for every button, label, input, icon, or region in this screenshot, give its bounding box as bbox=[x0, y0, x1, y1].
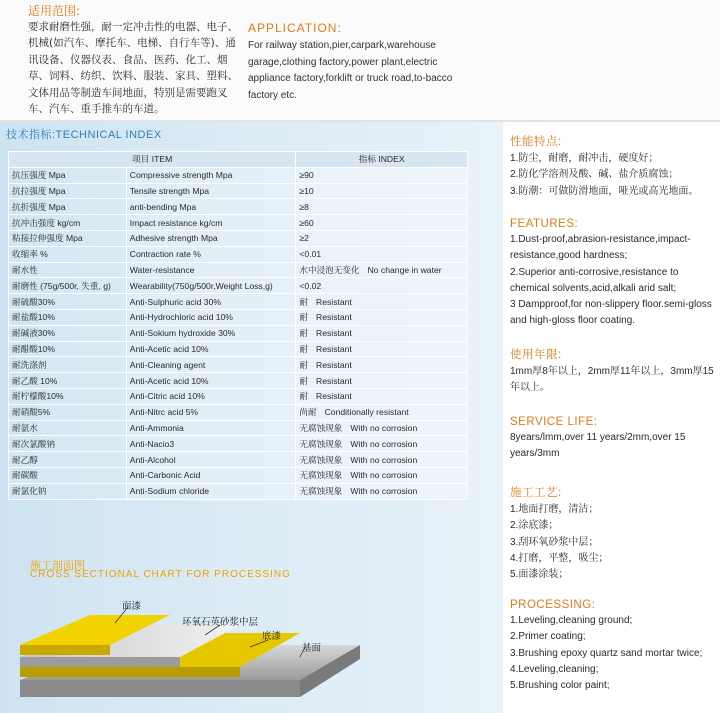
index-en: Resistant bbox=[316, 359, 352, 370]
index-cn: 无腐蚀现象 bbox=[299, 454, 343, 465]
item-en: Wearability(750g/500r,Weight Loss,g) bbox=[126, 278, 296, 294]
index-value bbox=[296, 325, 468, 341]
table-row bbox=[9, 325, 468, 341]
application-body: For railway station,pier,carpark,warehouse garage,clothing factory,power plant,electric appliance factory,forklift or truck road,to-bacco factory etc. bbox=[248, 40, 453, 101]
item-cn: 耐碱液30% bbox=[9, 325, 127, 341]
item-en: Anti-Nitrc acid 5% bbox=[126, 404, 296, 420]
item-en: Impact resistance kg/cm bbox=[126, 215, 296, 231]
technical-index-table bbox=[8, 151, 468, 500]
layer-mortar-front bbox=[20, 657, 180, 667]
item-en: Anti-Sodium chloride bbox=[126, 483, 296, 499]
index-value bbox=[296, 467, 468, 483]
feature-cn-item: 3.防潮：可做防滑地面，哑光或高光地面。 bbox=[510, 185, 699, 197]
item-cn: 耐水性 bbox=[9, 262, 127, 278]
index-en: Resistant bbox=[316, 296, 352, 307]
index-value bbox=[296, 278, 468, 294]
index-cn: 无腐蚀现象 bbox=[299, 470, 343, 481]
table-row bbox=[9, 357, 468, 373]
table-row bbox=[9, 199, 468, 215]
service-life-cn-title: 使用年限: bbox=[510, 349, 562, 361]
table-row bbox=[9, 467, 468, 483]
application-cn-body: 要求耐磨性强，耐一定冲击性的电器、电子、机械(如汽车、摩托车、电梯、自行车等)、通讯设备、仪器仪表、食品、医药、化工、烟草、饲料、纺织、饮料、服装、家具、塑料、文体用品等制造车间地面，特别是需要跑叉车、汽车、重手推车的车道。 bbox=[28, 21, 238, 116]
index-en: Conditionally resistant bbox=[324, 407, 409, 418]
item-cn: 耐乙醇 bbox=[9, 452, 127, 468]
application-title: APPLICATION: bbox=[248, 21, 342, 35]
index-en: No change in water bbox=[367, 264, 442, 275]
index-en: With no corrosion bbox=[350, 470, 418, 481]
item-en: Anti-Carbonic Acid bbox=[126, 467, 296, 483]
table-row bbox=[9, 230, 468, 246]
table-row bbox=[9, 309, 468, 325]
item-en: Anti-Hydrochloric acid 10% bbox=[126, 309, 296, 325]
table-row bbox=[9, 388, 468, 404]
features-cn-section bbox=[510, 133, 720, 200]
layer-base-front bbox=[20, 680, 300, 697]
service-life-cn-body: 1mm厚8年以上，2mm厚11年以上，3mm厚15年以上。 bbox=[510, 366, 714, 394]
item-en: Anti-Acetic acid 10% bbox=[126, 341, 296, 357]
features-list bbox=[510, 232, 720, 330]
process-step: 4.Leveling,cleaning; bbox=[510, 663, 599, 675]
item-cn: 耐次氯酸钠 bbox=[9, 436, 127, 452]
table-body bbox=[9, 167, 468, 499]
process-cn-step: 5.面漆涂装； bbox=[510, 569, 569, 581]
feature-item: 2.Superior anti-corrosive,resistance to chemical solvents,acid,alkali arid salt; bbox=[510, 266, 679, 294]
table-row bbox=[9, 294, 468, 310]
item-cn: 耐磨性 (75g/500r, 失重, g) bbox=[9, 278, 127, 294]
header-index: 指标 INDEX bbox=[296, 152, 468, 168]
table-row bbox=[9, 278, 468, 294]
item-cn: 耐柠檬酸10% bbox=[9, 388, 127, 404]
table-row bbox=[9, 452, 468, 468]
service-life-section bbox=[510, 416, 720, 463]
index-en: With no corrosion bbox=[350, 438, 418, 449]
processing-cn-title: 施工工艺: bbox=[510, 487, 562, 499]
index-cn: 耐 bbox=[299, 328, 308, 339]
process-step: 5.Brushing color paint; bbox=[510, 680, 610, 692]
process-cn-step: 3.刮环氧砂浆中层； bbox=[510, 536, 599, 548]
item-en: Anti-Acetic acid 10% bbox=[126, 373, 296, 389]
index-en: Resistant bbox=[316, 391, 352, 402]
item-cn: 收缩率 % bbox=[9, 246, 127, 262]
index-cn: 尚耐 bbox=[299, 407, 317, 418]
item-en: Anti-Nacio3 bbox=[126, 436, 296, 452]
process-step: 2.Primer coating; bbox=[510, 631, 586, 643]
label-topcoat: 面漆 bbox=[122, 601, 142, 612]
feature-item: 1.Dust-proof,abrasion-resistance,impact-resistance,good hardness; bbox=[510, 234, 691, 262]
index-value bbox=[296, 309, 468, 325]
application-cn-title: 适用范围: bbox=[28, 4, 81, 18]
item-cn: 耐洗涤剂 bbox=[9, 357, 127, 373]
index-cn: 耐 bbox=[299, 296, 308, 307]
item-cn: 耐硫酸30% bbox=[9, 294, 127, 310]
process-cn-step: 2.涂底漆； bbox=[510, 520, 559, 532]
item-en: Anti-Cleaning agent bbox=[126, 357, 296, 373]
index-value bbox=[296, 341, 468, 357]
index-value bbox=[296, 230, 468, 246]
item-en: Compressive strength Mpa bbox=[126, 167, 296, 183]
item-en: Anti-Ammonia bbox=[126, 420, 296, 436]
features-cn-title: 性能特点: bbox=[510, 136, 562, 148]
item-cn: 抗拉强度 Mpa bbox=[9, 183, 127, 199]
index-value bbox=[296, 215, 468, 231]
item-cn: 耐氨水 bbox=[9, 420, 127, 436]
cross-section-title-cn: 施工剖面图 bbox=[30, 559, 85, 572]
index-value bbox=[296, 483, 468, 499]
item-en: Water-resistance bbox=[126, 262, 296, 278]
item-cn: 耐碳酸 bbox=[9, 467, 127, 483]
service-life-title: SERVICE LIFE: bbox=[510, 416, 598, 428]
item-en: Anti-Sulphuric acid 30% bbox=[126, 294, 296, 310]
index-cn: 耐 bbox=[299, 343, 308, 354]
index-value bbox=[296, 262, 468, 278]
table-row bbox=[9, 167, 468, 183]
item-cn: 耐盐酸10% bbox=[9, 309, 127, 325]
index-cn: ≥8 bbox=[299, 201, 309, 212]
cross-section-illustration bbox=[0, 585, 503, 713]
index-cn: 耐 bbox=[299, 359, 308, 370]
layer-topcoat-front bbox=[20, 645, 110, 655]
item-cn: 抗折强度 Mpa bbox=[9, 199, 127, 215]
index-value bbox=[296, 404, 468, 420]
index-cn: ≥2 bbox=[299, 233, 309, 244]
process-step: 3.Brushing epoxy quartz sand mortar twice; bbox=[510, 647, 703, 659]
item-cn: 抗冲击强度 kg/cm bbox=[9, 215, 127, 231]
index-cn: 耐 bbox=[299, 391, 308, 402]
item-cn: 粘接拉伸强度 Mpa bbox=[9, 230, 127, 246]
index-en: With no corrosion bbox=[350, 422, 418, 433]
table-row bbox=[9, 404, 468, 420]
table-row bbox=[9, 483, 468, 499]
feature-cn-item: 2.防化学溶剂及酸、碱、盐介质腐蚀； bbox=[510, 169, 679, 181]
feature-cn-item: 1.防尘，耐磨，耐冲击，硬度好； bbox=[510, 153, 659, 164]
processing-list bbox=[510, 613, 720, 694]
label-base: 基面 bbox=[302, 643, 322, 654]
index-en: Resistant bbox=[316, 343, 352, 354]
service-life-body: 8years/lmm,over 11 years/2mm,over 15 years/3mm bbox=[510, 432, 686, 460]
item-cn: 耐乙酸 10% bbox=[9, 373, 127, 389]
index-value bbox=[296, 183, 468, 199]
item-en: Anti-Alcohol bbox=[126, 452, 296, 468]
table-header-row bbox=[9, 152, 468, 168]
index-en: Resistant bbox=[316, 312, 352, 323]
process-cn-step: 4.打磨，平整，吸尘； bbox=[510, 552, 609, 564]
process-cn-step: 1.地面打磨，清洁； bbox=[510, 504, 599, 515]
item-en: anti-bending Mpa bbox=[126, 199, 296, 215]
index-cn: 无腐蚀现象 bbox=[299, 438, 343, 449]
index-value bbox=[296, 199, 468, 215]
header-item: 项目 ITEM bbox=[9, 152, 296, 168]
item-en: Anti-Citric acid 10% bbox=[126, 388, 296, 404]
index-en: Resistant bbox=[316, 375, 352, 386]
index-cn: 无腐蚀现象 bbox=[299, 422, 343, 433]
index-en: With no corrosion bbox=[350, 486, 418, 497]
item-en: Tensile strength Mpa bbox=[126, 183, 296, 199]
layer-primer-front bbox=[20, 667, 240, 677]
index-value bbox=[296, 420, 468, 436]
item-cn: 抗压强度 Mpa bbox=[9, 167, 127, 183]
index-value bbox=[296, 294, 468, 310]
table-row bbox=[9, 420, 468, 436]
index-en: Resistant bbox=[316, 328, 352, 339]
index-cn: 水中浸泡无变化 bbox=[299, 264, 360, 275]
index-value bbox=[296, 246, 468, 262]
cross-section-title-en: CROSS SECTIONAL CHART FOR PROCESSING bbox=[30, 569, 291, 580]
index-value bbox=[296, 167, 468, 183]
table-row bbox=[9, 246, 468, 262]
process-step: 1.Leveling,cleaning ground; bbox=[510, 615, 633, 626]
index-cn: <0.01 bbox=[299, 249, 322, 260]
service-life-cn-section bbox=[510, 346, 720, 397]
technical-index-title: 技术指标:TECHNICAL INDEX bbox=[6, 129, 162, 141]
index-value bbox=[296, 357, 468, 373]
item-en: Contraction rate % bbox=[126, 246, 296, 262]
item-cn: 耐氯化钠 bbox=[9, 483, 127, 499]
processing-cn-section bbox=[510, 484, 720, 583]
item-en: Adhesive strength Mpa bbox=[126, 230, 296, 246]
index-cn: ≥90 bbox=[299, 170, 314, 181]
index-value bbox=[296, 373, 468, 389]
item-cn: 耐醋酸10% bbox=[9, 341, 127, 357]
table-row bbox=[9, 436, 468, 452]
label-mortar: 环氧石英砂浆中层 bbox=[182, 617, 259, 628]
table-row bbox=[9, 262, 468, 278]
table-row bbox=[9, 183, 468, 199]
index-en: With no corrosion bbox=[350, 454, 418, 465]
features-cn-list bbox=[510, 151, 720, 200]
index-cn: ≥10 bbox=[299, 185, 314, 196]
processing-cn-list bbox=[510, 502, 720, 583]
processing-title: PROCESSING: bbox=[510, 599, 596, 611]
index-value bbox=[296, 388, 468, 404]
index-value bbox=[296, 452, 468, 468]
item-en: Anti-Sokium hydroxide 30% bbox=[126, 325, 296, 341]
processing-section bbox=[510, 599, 720, 694]
index-cn: 耐 bbox=[299, 375, 308, 386]
item-cn: 耐硝酸5% bbox=[9, 404, 127, 420]
features-section bbox=[510, 218, 720, 330]
table-row bbox=[9, 341, 468, 357]
index-cn: <0.02 bbox=[299, 280, 322, 291]
features-title: FEATURES: bbox=[510, 218, 579, 230]
index-cn: 无腐蚀现象 bbox=[299, 486, 343, 497]
index-cn: 耐 bbox=[299, 312, 308, 323]
index-cn: ≥60 bbox=[299, 217, 314, 228]
index-value bbox=[296, 436, 468, 452]
table-row bbox=[9, 373, 468, 389]
label-primer: 底漆 bbox=[262, 631, 282, 642]
feature-item: 3 Dampproof,for non-slippery floor.semi-gloss and high-gloss floor coating. bbox=[510, 299, 712, 327]
table-row bbox=[9, 215, 468, 231]
